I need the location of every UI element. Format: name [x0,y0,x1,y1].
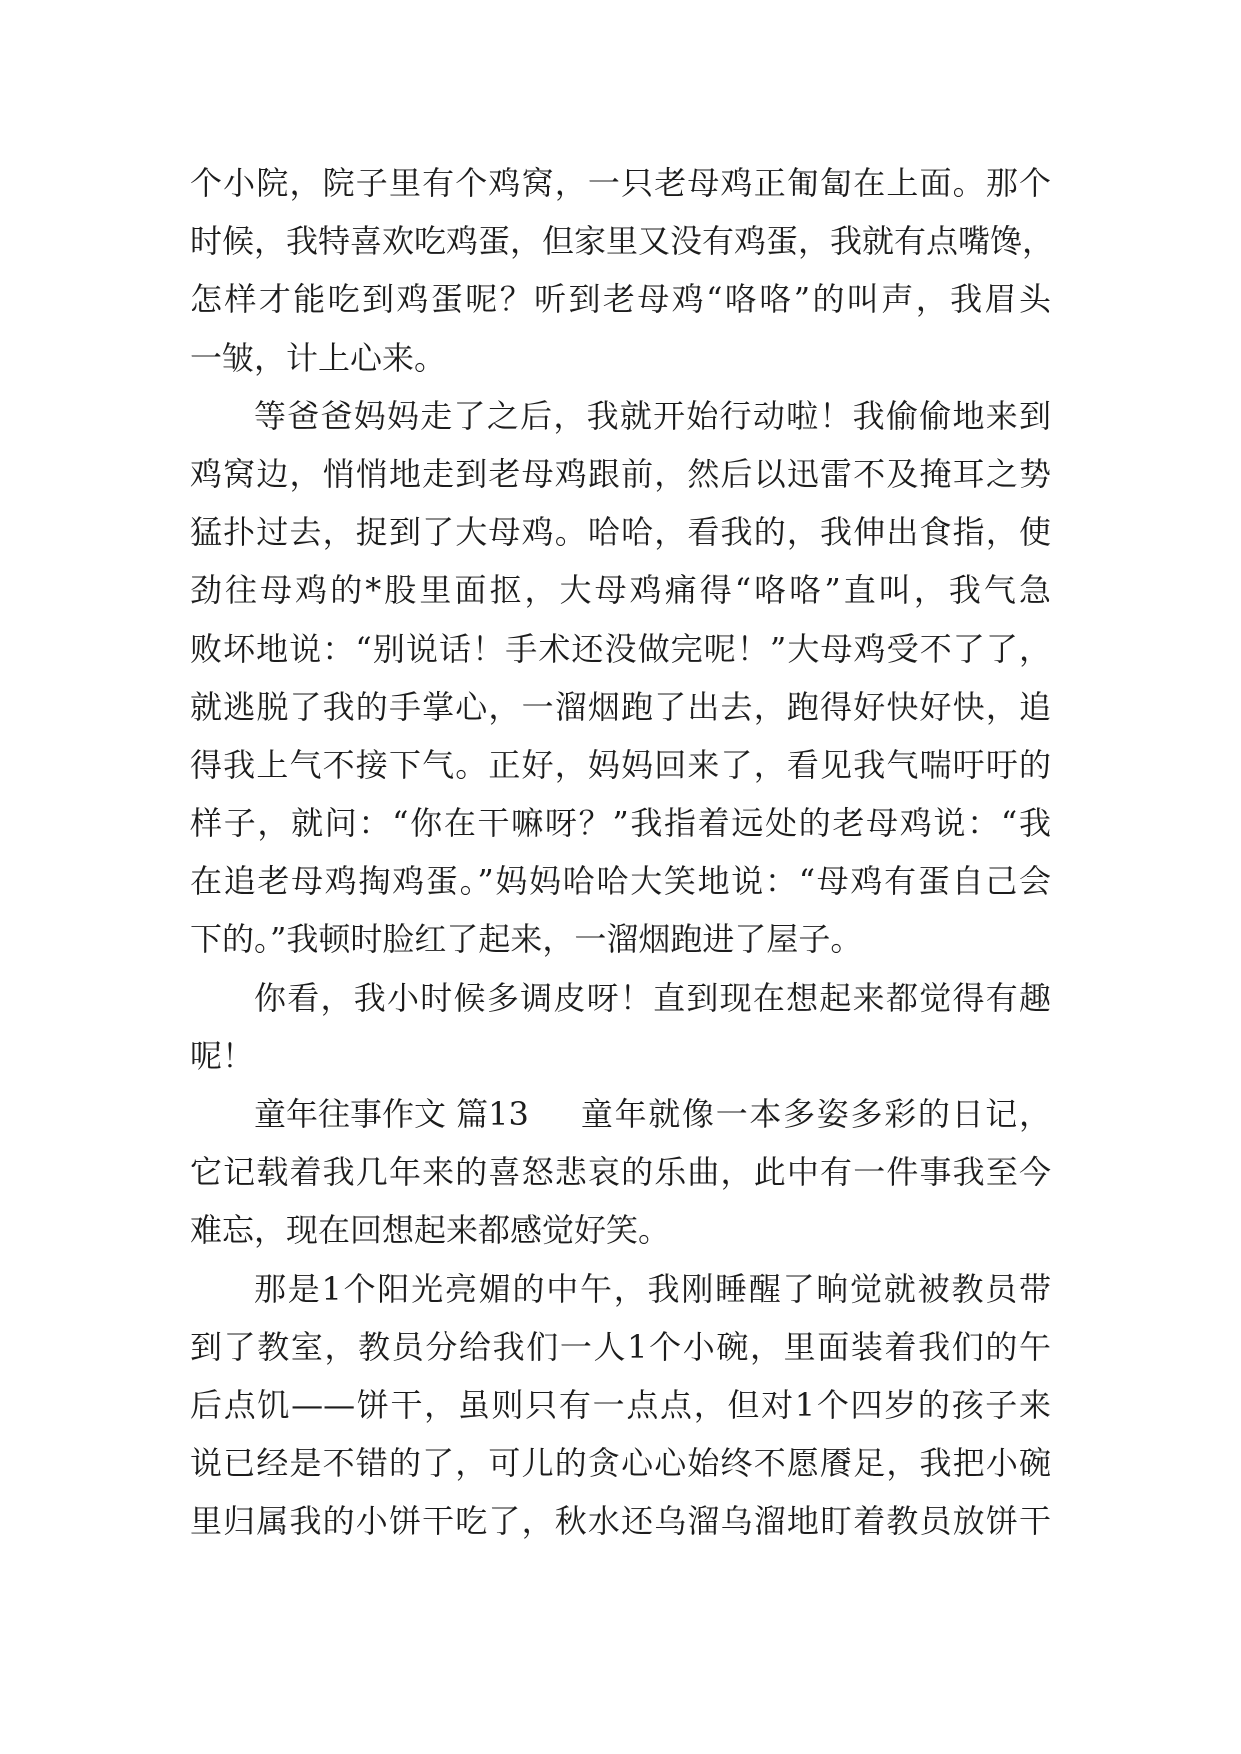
text-line: 童年就像一本多姿多彩的日记， [580,1095,1051,1133]
paragraph-first-line: 你看，我小时候多调皮呀！直到现在想起来都觉得有趣 [254,978,1051,1017]
text-line: 怎样才能吃到鸡蛋呢？听到老母鸡“咯咯”的叫声，我眉头 [190,280,1051,319]
body-text [190,154,1055,1551]
text-line: 就逃脱了我的手掌心，一溜烟跑了出去，跑得好快好快，追 [190,687,1051,726]
text-line: 难忘，现在回想起来都感觉好笑。 [190,1211,671,1250]
text-line: 劲往母鸡的*股里面抠，大母鸡痛得“咯咯”直叫，我气急 [190,571,1051,610]
text-line: 时候，我特喜欢吃鸡蛋，但家里又没有鸡蛋，我就有点嘴馋， [190,222,1055,261]
text-line: 到了教室，教员分给我们一人1个小碗，里面装着我们的午 [190,1327,1051,1366]
text-line: 在追老母鸡掏鸡蛋。”妈妈哈哈大笑地说：“母鸡有蛋自己会 [190,862,1051,901]
text-line: 败坏地说：“别说话！手术还没做完呢！”大母鸡受不了了， [190,629,1051,668]
text-line: 得我上气不接下气。正好，妈妈回来了，看见我气喘吁吁的 [190,745,1051,784]
text-line: 个小院，院子里有个鸡窝，一只老母鸡正匍匐在上面。那个 [190,164,1051,202]
paragraph-first-line: 那是1个阳光亮媚的中午，我刚睡醒了晌觉就被教员带 [254,1269,1051,1308]
paragraph-first-line: 等爸爸妈妈走了之后，我就开始行动啦！我偷偷地来到 [254,396,1051,435]
text-line: 下的。”我顿时脸红了起来，一溜烟跑进了屋子。 [190,920,863,959]
section-heading-row [190,1085,1051,1143]
text-line: 鸡窝边，悄悄地走到老母鸡跟前，然后以迅雷不及掩耳之势 [190,454,1051,493]
text-line: 说已经是不错的了，可儿的贪心心始终不愿餍足，我把小碗 [190,1444,1051,1483]
text-line: 猛扑过去，捉到了大母鸡。哈哈，看我的，我伸出食指，使 [190,513,1051,552]
text-line: 后点饥——饼干，虽则只有一点点，但对1个四岁的孩子来 [190,1385,1051,1424]
section-heading: 童年往事作文 篇13 [254,1095,529,1133]
text-line: 它记载着我几年来的喜怒悲哀的乐曲，此中有一件事我至今 [190,1153,1051,1192]
text-line: 一皱，计上心来。 [190,338,447,377]
text-line: 呢！ [190,1036,255,1075]
text-line: 样子，就问：“你在干嘛呀？”我指着远处的老母鸡说：“我 [190,804,1051,843]
text-line: 里归属我的小饼干吃了，秋水还乌溜乌溜地盯着教员放饼干 [190,1502,1051,1541]
